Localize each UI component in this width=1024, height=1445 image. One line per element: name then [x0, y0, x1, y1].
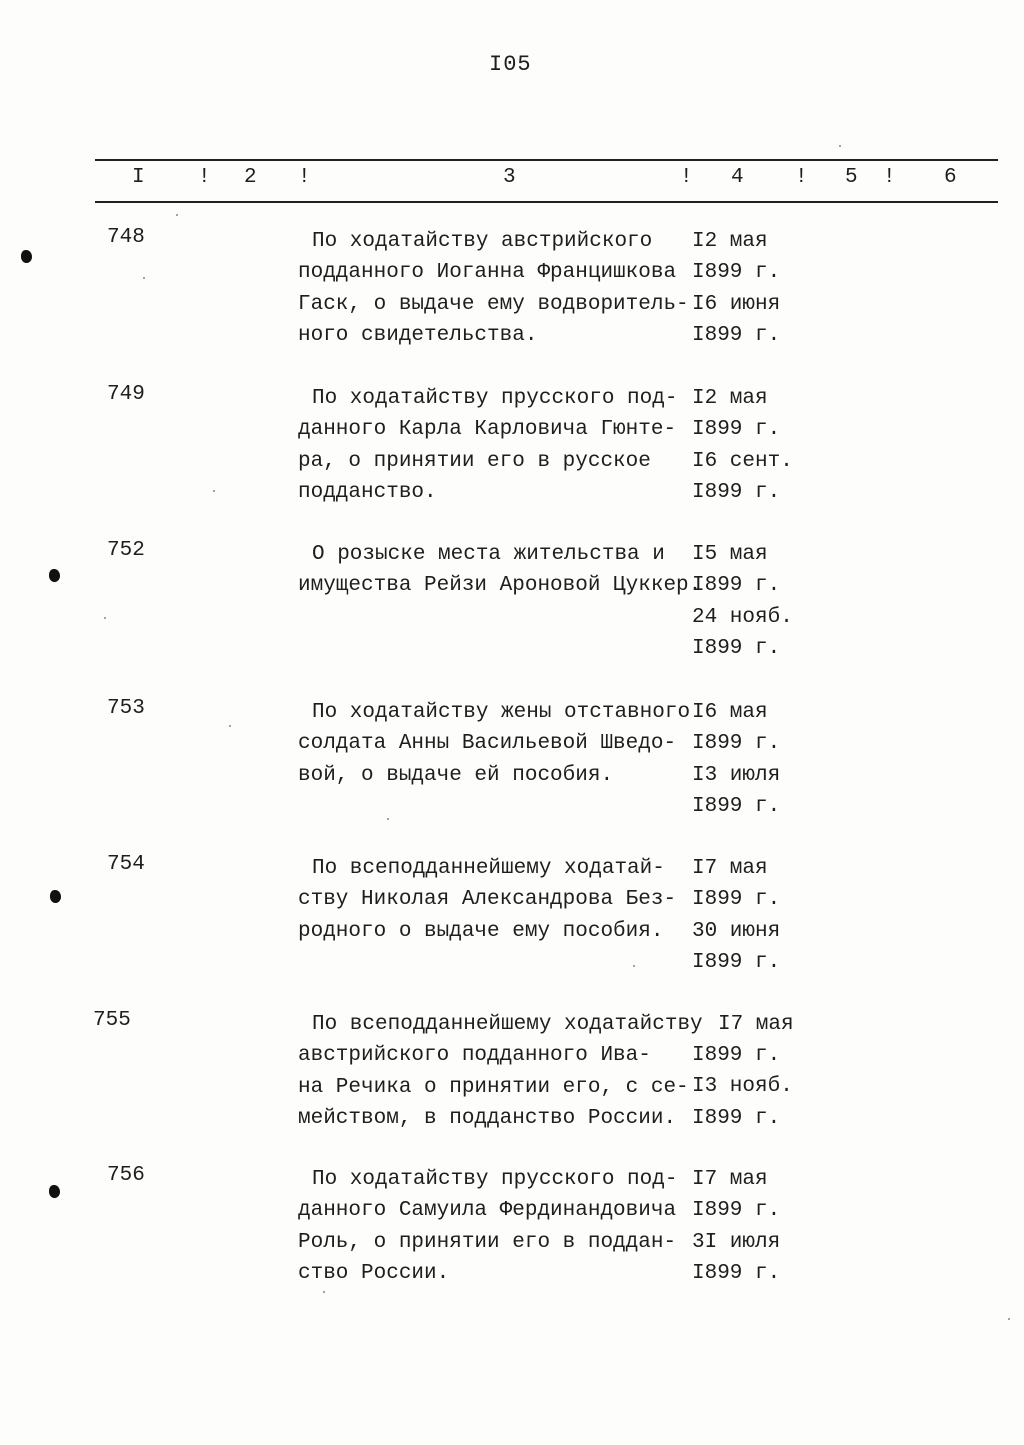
description-line: вой, о выдаче ей пособия.: [298, 763, 614, 787]
punch-hole-mark: [49, 569, 60, 582]
case-dates: [692, 539, 812, 664]
case-number: 749: [107, 383, 145, 406]
table-header-rule: [95, 201, 998, 203]
column-header-6: 6: [944, 166, 957, 189]
description-line: По ходатайству жены отставного: [312, 701, 691, 724]
date-line: I7 мая: [692, 857, 768, 880]
description-line: По ходатайству прусского под-: [312, 1168, 678, 1191]
description-line: О розыске места жительства и: [312, 543, 665, 566]
column-header-4: 4: [731, 166, 744, 189]
column-separator: !: [298, 166, 311, 189]
table-header: [0, 166, 1024, 196]
date-line: I899 г.: [692, 1261, 781, 1285]
case-description: [298, 853, 698, 947]
scan-speck: [229, 725, 231, 727]
description-line: ству Николая Александрова Без-: [298, 888, 677, 912]
description-line: ство России.: [298, 1261, 450, 1285]
date-line: I6 сент.: [692, 449, 793, 473]
scan-speck: [1008, 1318, 1010, 1320]
description-line: на Речика о принятии его, с се-: [298, 1075, 689, 1099]
date-line: I899 г.: [692, 732, 781, 756]
case-description: [298, 226, 698, 351]
table-top-rule: [95, 159, 998, 161]
description-line: ра, о принятии его в русское: [298, 449, 651, 473]
date-line: I899 г.: [692, 1044, 781, 1067]
column-header-1: I: [132, 166, 145, 189]
column-header-2: 2: [244, 166, 257, 189]
column-header-3: 3: [503, 166, 516, 189]
date-line: I899 г.: [692, 888, 781, 912]
date-line: I899 г.: [692, 261, 781, 285]
column-separator: !: [198, 166, 211, 189]
date-line: I6 июня: [692, 292, 781, 316]
description-line: По всеподданнейшему ходатай-: [312, 857, 665, 880]
date-line: I899 г.: [692, 636, 781, 660]
punch-hole-mark: [21, 250, 32, 263]
description-line: данного Карла Карловича Гюнте-: [298, 418, 677, 442]
date-line: I899 г.: [692, 574, 781, 598]
description-line: Гаск, о выдаче ему водворитель-: [298, 292, 689, 316]
case-number: 756: [107, 1164, 145, 1187]
date-line: I899 г.: [692, 1106, 781, 1130]
description-line: мейством, в подданство России.: [298, 1106, 677, 1130]
case-number: 753: [107, 697, 145, 720]
case-description: [298, 1009, 703, 1134]
scan-speck: [143, 277, 145, 279]
column-separator: !: [795, 166, 808, 189]
case-dates: [692, 697, 812, 822]
date-line: I899 г.: [692, 1199, 781, 1223]
scan-speck: [839, 145, 841, 147]
scan-speck: [176, 214, 178, 216]
date-line: I899 г.: [692, 418, 781, 442]
case-dates: [692, 1164, 812, 1289]
description-line: данного Самуила Фердинандовича: [298, 1199, 677, 1223]
date-line: I7 мая: [692, 1168, 768, 1191]
description-line: По ходатайству австрийского: [312, 230, 653, 253]
case-dates: [692, 226, 812, 351]
date-line: I899 г.: [692, 480, 781, 504]
scan-speck: [323, 1291, 325, 1293]
case-dates: [692, 1040, 812, 1134]
punch-hole-mark: [50, 890, 61, 903]
punch-hole-mark: [49, 1185, 60, 1198]
scan-speck: [213, 490, 215, 492]
case-dates: [718, 1009, 838, 1040]
case-number: 752: [107, 539, 145, 562]
date-line: 30 июня: [692, 919, 781, 943]
page-number: I05: [489, 52, 532, 77]
scan-speck: [387, 818, 389, 820]
date-line: 24 нояб.: [692, 605, 793, 629]
date-line: I899 г.: [692, 950, 781, 974]
description-line: Роль, о принятии его в поддан-: [298, 1230, 677, 1254]
column-separator: !: [680, 166, 693, 189]
description-line: По всеподданнейшему ходатайству: [312, 1013, 703, 1036]
date-line: I899 г.: [692, 323, 781, 347]
case-description: [298, 383, 698, 508]
date-line: I3 июля: [692, 763, 781, 787]
description-line: солдата Анны Васильевой Шведо-: [298, 732, 677, 756]
description-line: По ходатайству прусского под-: [312, 387, 678, 410]
date-line: I7 мая: [718, 1013, 794, 1036]
date-line: I5 мая: [692, 543, 768, 566]
case-number: 754: [107, 853, 145, 876]
date-line: I2 мая: [692, 230, 768, 253]
case-number: 748: [107, 226, 145, 249]
date-line: I6 мая: [692, 701, 768, 724]
description-line: австрийского подданного Ива-: [298, 1044, 651, 1068]
date-line: I3 нояб.: [692, 1075, 793, 1099]
date-line: I899 г.: [692, 794, 781, 818]
case-dates: [692, 383, 812, 508]
date-line: 3I июля: [692, 1230, 781, 1254]
case-dates: [692, 853, 812, 978]
scan-speck: [104, 617, 106, 619]
description-line: ного свидетельства.: [298, 323, 538, 347]
description-line: имущества Рейзи Ароновой Цуккер.: [298, 574, 702, 598]
case-description: [298, 539, 702, 602]
date-line: I2 мая: [692, 387, 768, 410]
column-separator: !: [883, 166, 896, 189]
description-line: родного о выдаче ему пособия.: [298, 919, 664, 943]
description-line: подданного Иоганна Францишкова: [298, 261, 677, 285]
scan-speck: [633, 965, 635, 967]
column-header-5: 5: [845, 166, 858, 189]
case-description: [298, 1164, 698, 1289]
description-line: подданство.: [298, 480, 437, 504]
case-number: 755: [93, 1009, 131, 1032]
case-description: [298, 697, 698, 791]
